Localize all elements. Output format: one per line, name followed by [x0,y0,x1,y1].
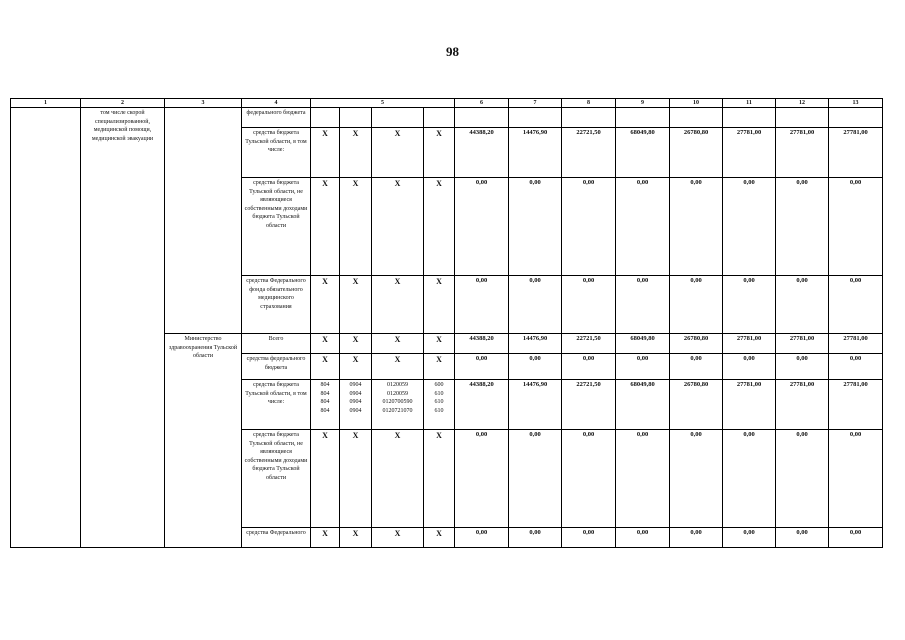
value-cell: 0,00 [562,276,616,334]
code-cell: 804 804 804 804 [311,380,340,430]
header-cell: 4 [242,99,311,108]
code-cell: 0120059 0120059 0120700590 0120721070 [372,380,424,430]
value-cell: 0,00 [670,354,723,380]
code-cell: X [340,276,372,334]
code-cell: X [340,430,372,528]
value-cell: 0,00 [616,528,670,548]
header-cell: 7 [509,99,562,108]
header-row [11,99,883,108]
value-cell: 0,00 [723,528,776,548]
code-cell: X [372,334,424,354]
value-cell: 27781,00 [829,380,883,430]
value-cell: 0,00 [509,430,562,528]
header-cell: 12 [776,99,829,108]
value-cell: 0,00 [455,354,509,380]
value-cell: 0,00 [616,276,670,334]
row-label: средства бюджета Тульской области, не являющиеся собственными доходами бюджета Тульской области [242,178,311,276]
code-cell: X [424,276,455,334]
value-cell: 0,00 [776,354,829,380]
row-label: средства бюджета Тульской области, в том числе: [242,128,311,178]
value-cell: 0,00 [455,276,509,334]
value-cell: 0,00 [670,178,723,276]
value-cell: 14476,90 [509,334,562,354]
value-cell: 0,00 [562,354,616,380]
value-cell [723,108,776,128]
code-cell: X [372,528,424,548]
value-cell: 68049,80 [616,334,670,354]
row-label: средства Федерального [242,528,311,548]
value-cell: 0,00 [670,528,723,548]
value-cell: 27781,00 [829,334,883,354]
code-cell [372,108,424,128]
value-cell: 0,00 [562,528,616,548]
value-cell [616,108,670,128]
col1-cell [11,108,81,548]
row-label: федерального бюджета [242,108,311,128]
value-cell: 14476,90 [509,128,562,178]
header-cell: 10 [670,99,723,108]
code-cell: X [424,430,455,528]
value-cell: 0,00 [509,528,562,548]
value-cell [455,108,509,128]
code-cell [340,108,372,128]
value-cell: 27781,00 [776,380,829,430]
header-cell: 9 [616,99,670,108]
header-cell: 2 [81,99,165,108]
value-cell: 0,00 [455,528,509,548]
value-cell: 68049,80 [616,128,670,178]
value-cell: 0,00 [723,276,776,334]
value-cell: 0,00 [776,528,829,548]
value-cell: 0,00 [829,354,883,380]
col2-description: том числе скорой специализированной, медицинской помощи, медицинской эвакуации [81,108,165,548]
value-cell: 0,00 [562,430,616,528]
value-cell [509,108,562,128]
value-cell: 22721,50 [562,128,616,178]
value-cell: 0,00 [829,528,883,548]
code-cell: X [372,354,424,380]
code-cell: X [311,430,340,528]
value-cell [776,108,829,128]
value-cell: 27781,00 [829,128,883,178]
header-cell: 8 [562,99,616,108]
code-cell: X [340,178,372,276]
code-cell: X [340,354,372,380]
value-cell: 0,00 [455,178,509,276]
value-cell: 27781,00 [723,380,776,430]
value-cell: 22721,50 [562,334,616,354]
code-cell: X [424,334,455,354]
code-cell: X [424,178,455,276]
code-cell: X [311,178,340,276]
row-label: средства федерального бюджета [242,354,311,380]
value-cell: 27781,00 [776,128,829,178]
value-cell: 27781,00 [776,334,829,354]
value-cell: 0,00 [723,430,776,528]
value-cell: 22721,50 [562,380,616,430]
ministry-name: Министерство здравоохранения Тульской области [165,334,242,548]
value-cell: 44388,20 [455,128,509,178]
col3-cell [165,108,242,334]
value-cell: 0,00 [776,178,829,276]
row-label: Всего [242,334,311,354]
budget-table [10,98,883,548]
value-cell: 0,00 [616,178,670,276]
value-cell: 26780,80 [670,128,723,178]
value-cell: 0,00 [616,354,670,380]
code-cell: X [311,528,340,548]
value-cell: 26780,80 [670,334,723,354]
value-cell: 0,00 [776,276,829,334]
code-cell: X [424,528,455,548]
value-cell: 0,00 [776,430,829,528]
value-cell: 44388,20 [455,334,509,354]
code-cell: X [311,128,340,178]
value-cell: 0,00 [723,354,776,380]
value-cell: 0,00 [723,178,776,276]
page-number: 98 [446,44,459,59]
value-cell: 26780,80 [670,380,723,430]
code-cell: X [424,354,455,380]
code-cell: 0904 0904 0904 0904 [340,380,372,430]
value-cell [562,108,616,128]
value-cell: 0,00 [670,430,723,528]
header-cell: 11 [723,99,776,108]
code-cell: X [340,528,372,548]
value-cell [829,108,883,128]
value-cell: 0,00 [670,276,723,334]
code-cell: X [372,430,424,528]
code-cell: X [372,128,424,178]
code-cell: X [311,354,340,380]
header-cell: 13 [829,99,883,108]
code-cell: 600 610 610 610 [424,380,455,430]
value-cell: 0,00 [829,178,883,276]
header-cell: 5 [311,99,455,108]
code-cell [311,108,340,128]
code-cell: X [311,334,340,354]
code-cell: X [372,276,424,334]
value-cell: 0,00 [509,276,562,334]
code-cell: X [340,128,372,178]
row-label: средства бюджета Тульской области, в том числе: [242,380,311,430]
code-cell: X [311,276,340,334]
row-label: средства Федерального фонда обязательного медицинского страхования [242,276,311,334]
table-row [11,108,883,128]
header-cell: 6 [455,99,509,108]
code-cell [424,108,455,128]
value-cell: 44388,20 [455,380,509,430]
row-label: средства бюджета Тульской области, не являющиеся собственными доходами бюджета Тульской области [242,430,311,528]
value-cell: 27781,00 [723,334,776,354]
value-cell: 27781,00 [723,128,776,178]
header-cell: 1 [11,99,81,108]
code-cell: X [424,128,455,178]
code-cell: X [372,178,424,276]
value-cell: 14476,90 [509,380,562,430]
value-cell: 0,00 [455,430,509,528]
value-cell: 0,00 [829,430,883,528]
value-cell: 0,00 [509,354,562,380]
value-cell: 0,00 [562,178,616,276]
value-cell: 0,00 [509,178,562,276]
value-cell [670,108,723,128]
header-cell: 3 [165,99,242,108]
value-cell: 0,00 [616,430,670,528]
code-cell: X [340,334,372,354]
value-cell: 0,00 [829,276,883,334]
value-cell: 68049,80 [616,380,670,430]
